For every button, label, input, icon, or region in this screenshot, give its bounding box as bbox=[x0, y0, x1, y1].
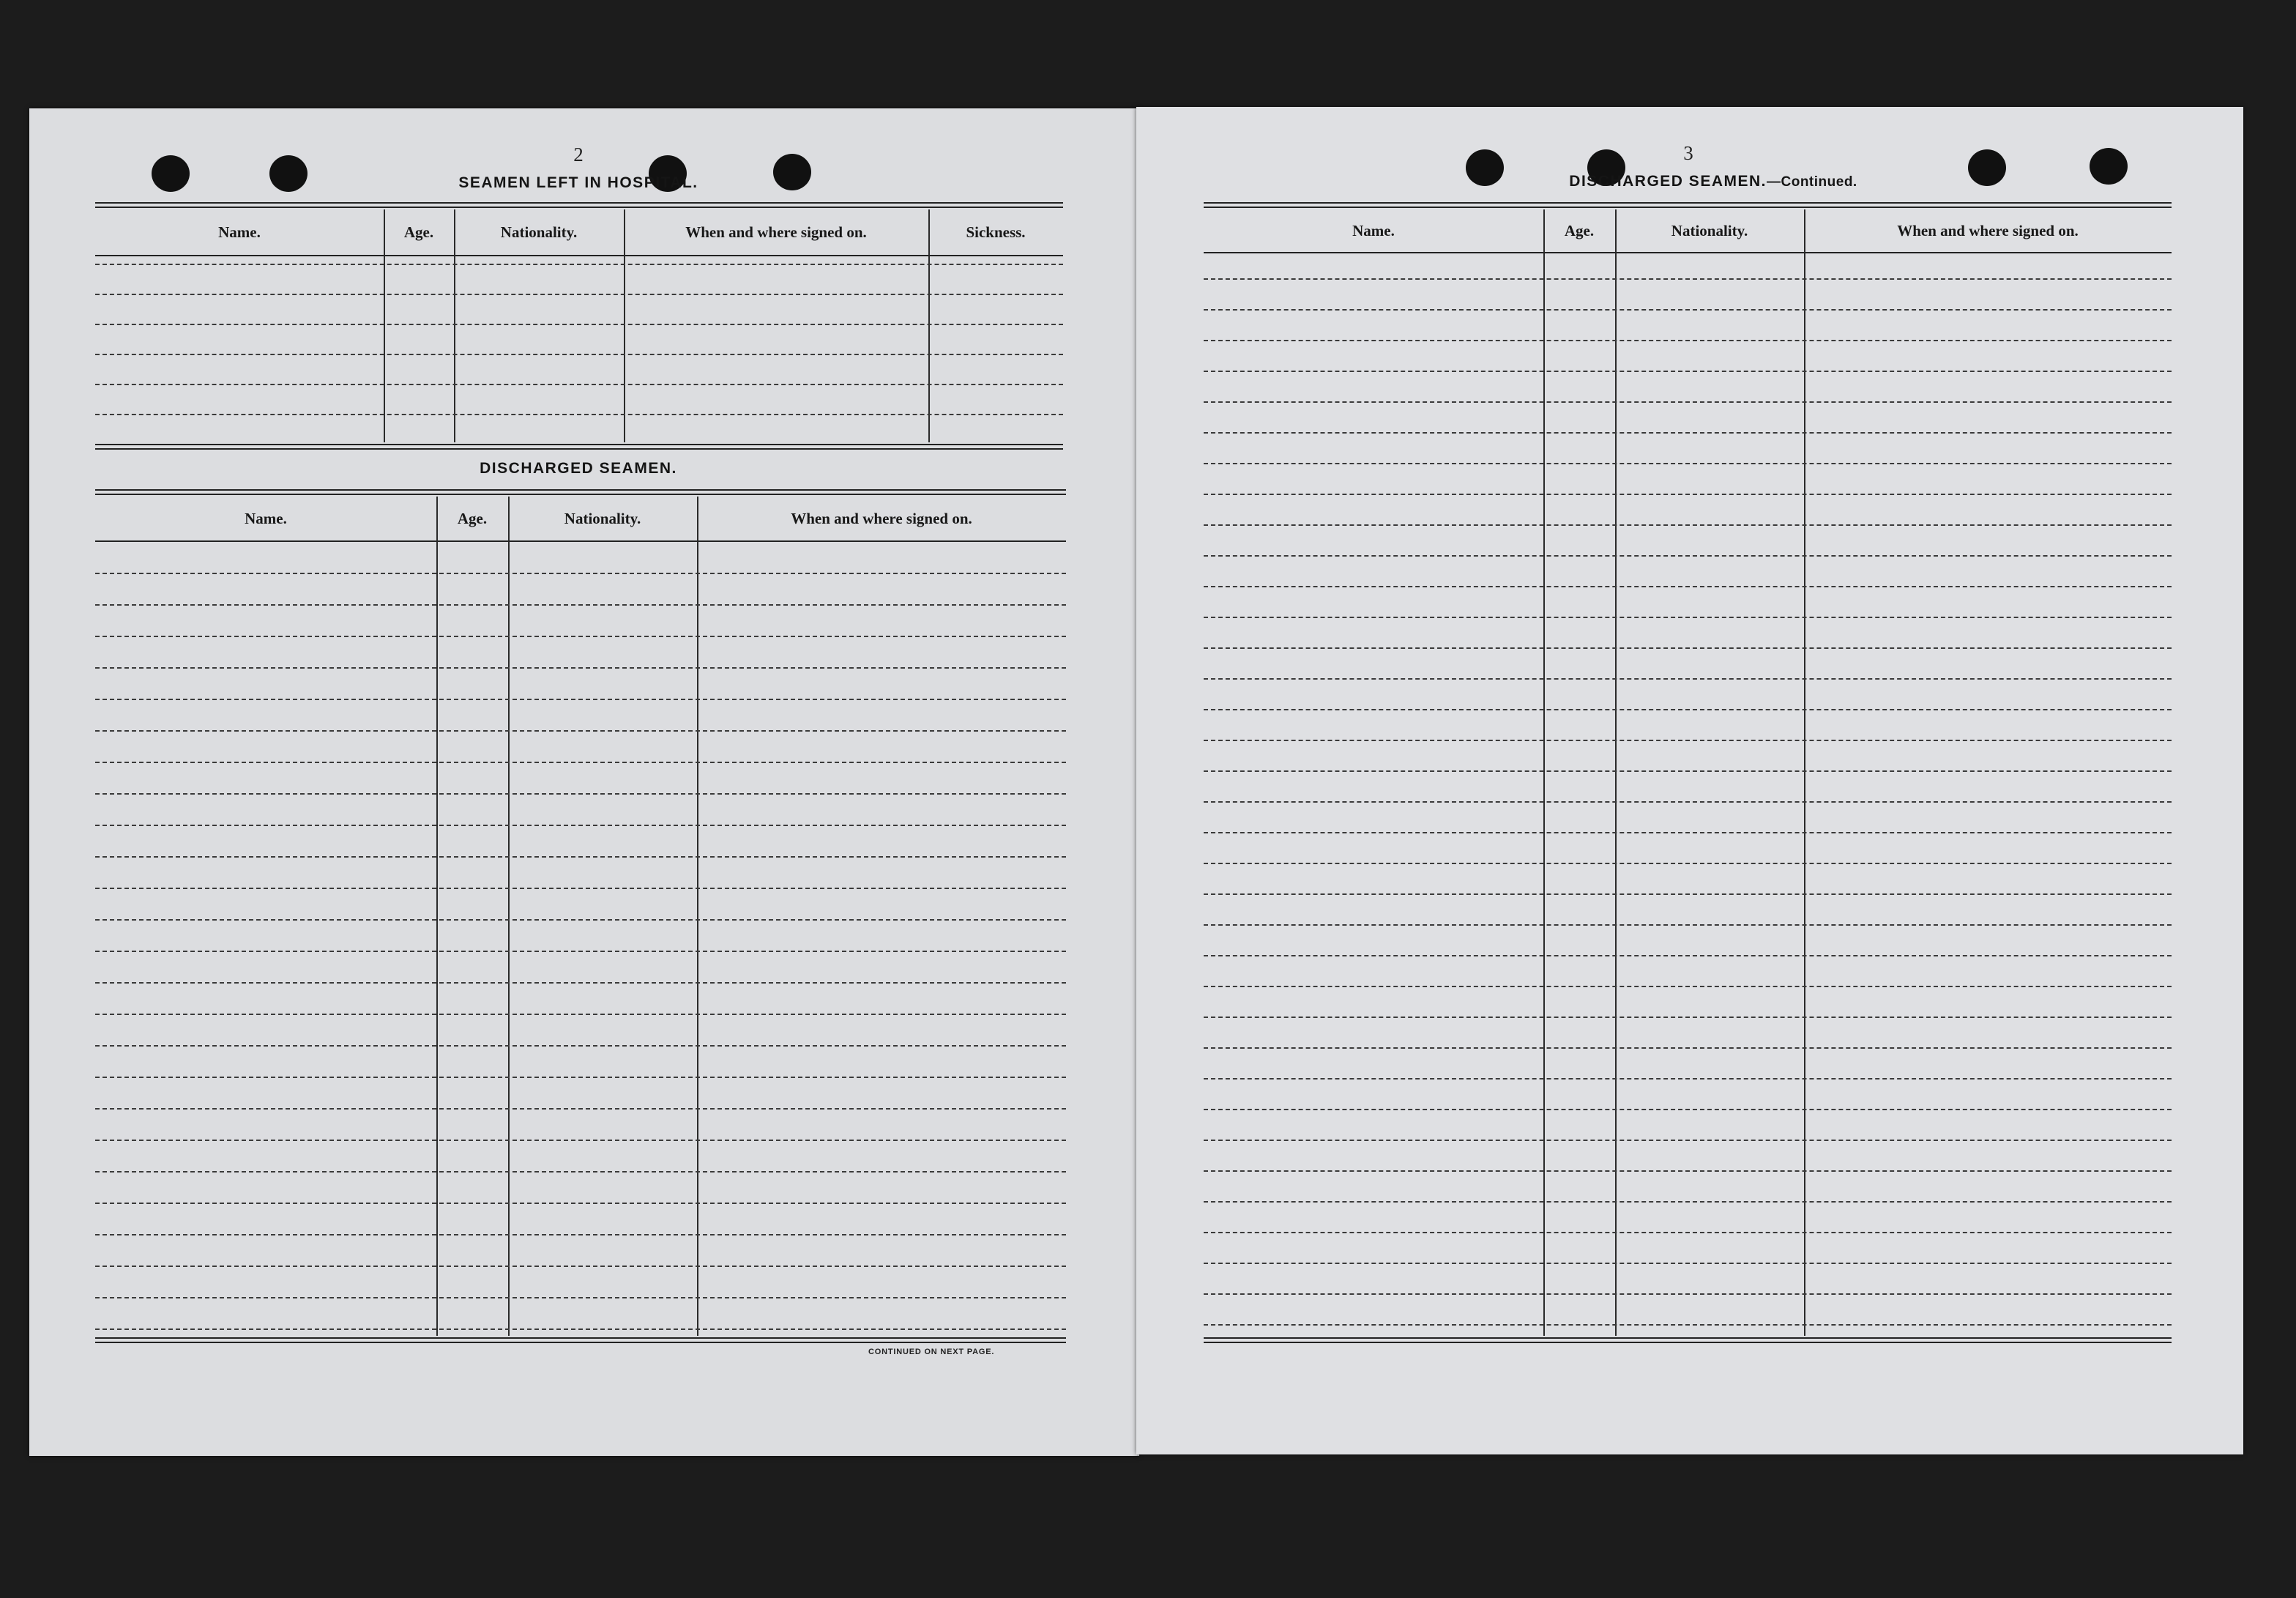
column-divider bbox=[1543, 209, 1545, 1336]
punch-hole bbox=[152, 155, 190, 192]
ruled-line bbox=[95, 762, 1066, 763]
ruled-line bbox=[95, 636, 1066, 637]
ruled-line bbox=[95, 825, 1066, 826]
ruled-line bbox=[1204, 1324, 2172, 1326]
ruled-line bbox=[95, 1234, 1066, 1235]
ruled-line bbox=[1204, 309, 2172, 311]
column-divider bbox=[624, 209, 625, 442]
ruled-line bbox=[1204, 1047, 2172, 1049]
column-header-signed-on: When and where signed on. bbox=[1897, 221, 2079, 239]
ruled-line bbox=[1204, 1232, 2172, 1233]
ruled-line bbox=[95, 1014, 1066, 1015]
ruled-line bbox=[95, 1328, 1066, 1330]
column-divider bbox=[1804, 209, 1805, 1336]
ruled-line bbox=[1204, 494, 2172, 495]
ruled-line bbox=[95, 1266, 1066, 1267]
ruled-line bbox=[1204, 463, 2172, 464]
ruled-line bbox=[1204, 893, 2172, 895]
ruled-line bbox=[95, 856, 1066, 858]
ruled-line bbox=[1204, 401, 2172, 403]
column-header-signed-on: When and where signed on. bbox=[685, 223, 867, 241]
ruled-line bbox=[1204, 586, 2172, 587]
ruled-line bbox=[95, 414, 1063, 415]
discharged-continued-table bbox=[1204, 202, 2172, 1343]
ruled-line bbox=[1204, 1140, 2172, 1141]
column-header-sickness: Sickness. bbox=[966, 223, 1026, 241]
ruled-line bbox=[1204, 1201, 2172, 1203]
column-header-name: Name. bbox=[1352, 221, 1395, 239]
ruled-line bbox=[1204, 1293, 2172, 1295]
ruled-line bbox=[1204, 986, 2172, 987]
ruled-line bbox=[1204, 340, 2172, 341]
ruled-line bbox=[1204, 1017, 2172, 1018]
punch-hole bbox=[1466, 149, 1504, 186]
ruled-line bbox=[95, 384, 1063, 385]
column-header-nationality: Nationality. bbox=[1671, 221, 1748, 239]
ruled-line bbox=[1204, 1078, 2172, 1079]
discharged-continued-heading bbox=[1508, 173, 1918, 190]
ruled-line bbox=[1204, 278, 2172, 280]
column-divider bbox=[436, 497, 438, 1336]
ruled-line bbox=[95, 604, 1066, 606]
column-divider bbox=[1615, 209, 1617, 1336]
hospital-table-header bbox=[95, 209, 1063, 256]
hospital-table bbox=[95, 202, 1063, 450]
punch-hole bbox=[2090, 148, 2128, 185]
ruled-line bbox=[95, 264, 1063, 265]
heading-suffix: —Continued. bbox=[1767, 174, 1857, 190]
ruled-line bbox=[95, 667, 1066, 669]
ruled-line bbox=[1204, 617, 2172, 618]
ruled-line bbox=[95, 951, 1066, 952]
ruled-line bbox=[1204, 555, 2172, 557]
column-header-nationality: Nationality. bbox=[500, 223, 578, 241]
punch-hole bbox=[1968, 149, 2006, 186]
ruled-line bbox=[1204, 709, 2172, 710]
discharged-table-header bbox=[95, 497, 1066, 542]
ruled-line bbox=[1204, 1170, 2172, 1172]
page-number: 3 bbox=[1683, 142, 1693, 164]
ruled-line bbox=[95, 1297, 1066, 1298]
column-header-age: Age. bbox=[457, 509, 488, 527]
column-header-name: Name. bbox=[245, 509, 287, 527]
punch-hole bbox=[269, 155, 308, 192]
ruled-line bbox=[95, 573, 1066, 574]
ruled-line bbox=[95, 888, 1066, 889]
column-divider bbox=[454, 209, 455, 442]
ruled-line bbox=[95, 1045, 1066, 1047]
ruled-line bbox=[1204, 832, 2172, 833]
ruled-line bbox=[1204, 432, 2172, 434]
ruled-line bbox=[95, 793, 1066, 795]
column-divider bbox=[928, 209, 930, 442]
ruled-line bbox=[1204, 770, 2172, 772]
ruled-line bbox=[95, 294, 1063, 295]
discharged-continued-header bbox=[1204, 209, 2172, 253]
ruled-line bbox=[1204, 524, 2172, 526]
ruled-line bbox=[95, 1077, 1066, 1078]
ruled-line bbox=[95, 730, 1066, 732]
ruled-line bbox=[1204, 924, 2172, 926]
ruled-line bbox=[95, 699, 1066, 700]
ruled-line bbox=[1204, 801, 2172, 803]
discharged-section-heading: DISCHARGED SEAMEN. bbox=[480, 460, 677, 477]
hospital-section-heading: SEAMEN LEFT IN HOSPITAL. bbox=[458, 174, 698, 191]
ruled-line bbox=[95, 1203, 1066, 1204]
ruled-line bbox=[95, 982, 1066, 984]
page-number: 2 bbox=[573, 144, 584, 166]
column-divider bbox=[384, 209, 385, 442]
ruled-line bbox=[1204, 740, 2172, 741]
column-header-signed-on: When and where signed on. bbox=[791, 509, 972, 527]
ruled-line bbox=[95, 1140, 1066, 1141]
discharged-table bbox=[95, 489, 1066, 1343]
punch-hole bbox=[773, 154, 811, 190]
column-divider bbox=[508, 497, 510, 1336]
ruled-line bbox=[1204, 863, 2172, 864]
ruled-line bbox=[95, 919, 1066, 921]
column-header-age: Age. bbox=[1564, 221, 1595, 239]
column-header-age: Age. bbox=[403, 223, 434, 241]
ruled-line bbox=[1204, 1263, 2172, 1264]
heading-text: DISCHARGED SEAMEN. bbox=[1569, 173, 1767, 190]
ruled-line bbox=[95, 1108, 1066, 1110]
column-header-name: Name. bbox=[218, 223, 261, 241]
ruled-line bbox=[1204, 371, 2172, 372]
continued-note: CONTINUED ON NEXT PAGE. bbox=[868, 1348, 995, 1356]
ruled-line bbox=[1204, 647, 2172, 649]
ruled-line bbox=[95, 1171, 1066, 1173]
ruled-line bbox=[1204, 955, 2172, 956]
ruled-line bbox=[1204, 678, 2172, 680]
ruled-line bbox=[1204, 1109, 2172, 1110]
column-header-nationality: Nationality. bbox=[564, 509, 641, 527]
ruled-line bbox=[95, 354, 1063, 355]
column-divider bbox=[697, 497, 698, 1336]
ruled-line bbox=[95, 324, 1063, 325]
